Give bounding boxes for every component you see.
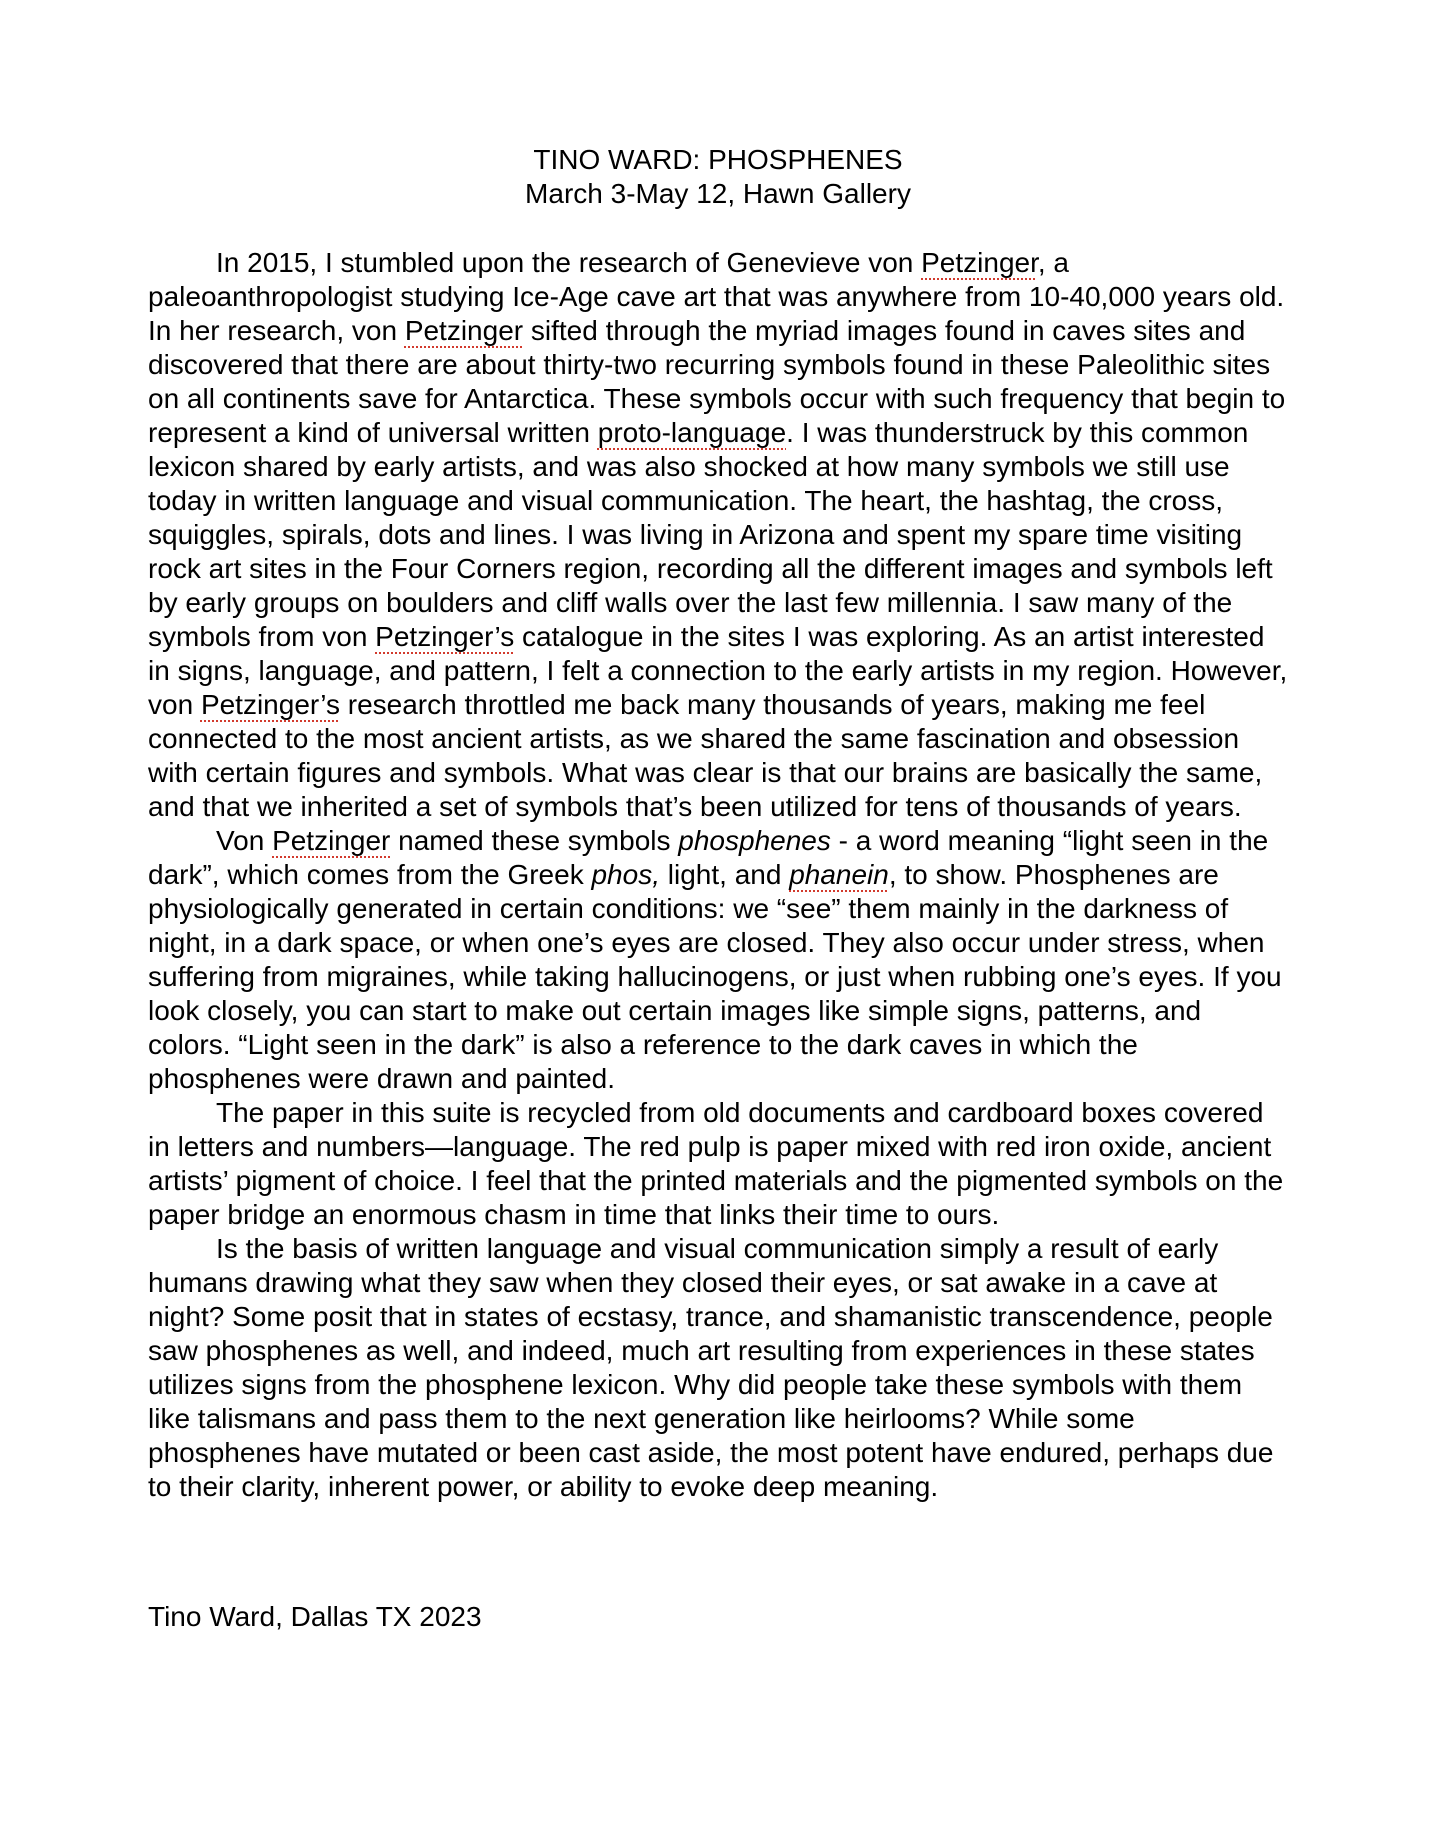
text-run: In 2015, I stumbled upon the research of Genevieve von [216,247,922,278]
text-run: , to show. Phosphenes are physiologically generated in certain conditions: we “see” them mainly in the darkness of night, in a dark space, or when one’s eyes are closed. They also occur under stress, when suffering from migraines, while taking hallucinogens, or just when rubbing one’s eyes. If you look closely, you can start to make out certain images like simple signs, patterns, and colors. “Light seen in the dark” is also a reference to the dark caves in which the phosphenes were drawn and painted. [148,859,1282,1094]
paragraph-1 [148,246,1288,824]
text-run: sifted through the myriad images found in caves sites and discovered that there are about thirty-two recurring symbols found in these Paleolithic sites on all continents save for Antarctica. These symbols occur with such frequency that begin to represent a kind of universal written [148,315,1286,448]
document-body[interactable] [148,246,1288,1504]
text-run: Von [216,825,273,856]
italic-term: phos, [591,859,660,890]
misspelled-word[interactable]: Petzinger [404,315,524,346]
document-subtitle: March 3-May 12, Hawn Gallery [525,178,911,209]
misspelled-word[interactable]: Petzinger [272,825,391,856]
paragraph-2 [148,824,1288,1096]
text-run: light, and [659,859,790,890]
italic-term: phosphenes [678,825,831,856]
text-run: catalogue in the sites I was exploring. As an artist interested in signs, language, and pattern, I felt a connection to the early artists in my region. However, von [148,621,1288,720]
document-header [0,143,1436,211]
misspelled-word[interactable]: Petzinger [921,247,1038,278]
text-run: . I was thunderstruck by this common lexicon shared by early artists, and was also shocked at how many symbols we still use today in written language and visual communication. The heart, the hashtag, the cross, squiggles, spirals, dots and lines. I was living in Arizona and spent my spare time visiting rock art sites in the Four Corners region, recording all the different images and symbols left by early groups on boulders and cliff walls over the last few millennia. I saw many of the symbols from von [148,417,1273,652]
text-run: named these symbols [390,825,679,856]
misspelled-word[interactable]: Petzinger’s [375,621,515,652]
signature-line: Tino Ward, Dallas TX 2023 [148,1601,482,1632]
paragraph-4: Is the basis of written language and visual communication simply a result of early humans drawing what they saw when they closed their eyes, or sat awake in a cave at night? Some posit that in states of ecstasy, trance, and shamanistic transcendence, people saw phosphenes as well, and indeed, much art resulting from experiences in these states utilizes signs from the phosphene lexicon. Why did people take these symbols with them like talismans and pass them to the next generation like heirlooms? While some phosphenes have mutated or been cast aside, the most potent have endured, perhaps due to their clarity, inherent power, or ability to evoke deep meaning. [148,1233,1274,1502]
misspelled-word[interactable]: Petzinger’s [200,689,340,720]
text-run: - a word meaning “light seen in the dark”, which comes from the Greek [148,825,1269,890]
misspelled-word[interactable]: proto-language [597,417,787,448]
paragraph-3: The paper in this suite is recycled from old documents and cardboard boxes covered in letters and numbers—language. The red pulp is paper mixed with red iron oxide, ancient artists’ pigment of choice. I feel that the printed materials and the pigmented symbols on the paper bridge an enormous chasm in time that links their time to ours. [148,1097,1284,1230]
document-title: TINO WARD: PHOSPHENES [533,144,903,175]
text-run: research throttled me back many thousands of years, making me feel connected to the most ancient artists, as we shared the same fascination and obsession with certain figures and symbols. What was clear is that our brains are basically the same, and that we inherited a set of symbols that’s been utilized for tens of thousands of years. [148,689,1263,822]
text-run: , a paleoanthropologist studying Ice-Age cave art that was anywhere from 10-40,000 years old. In her research, von [148,247,1285,346]
misspelled-word[interactable]: phanein [789,859,889,890]
